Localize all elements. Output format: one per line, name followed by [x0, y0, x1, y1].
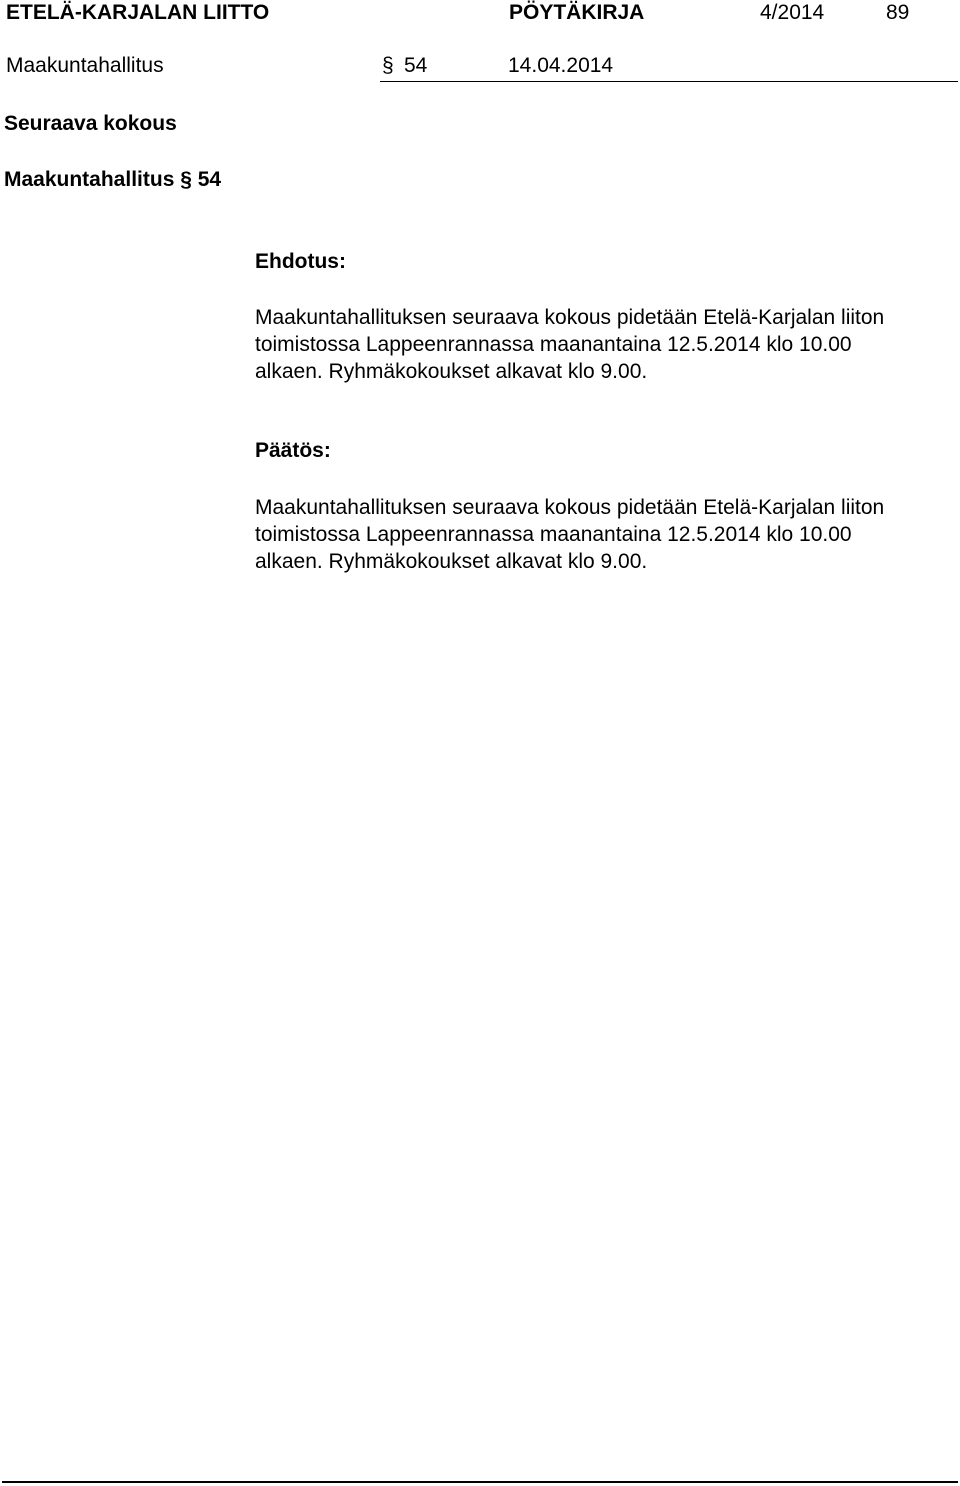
meeting-date: 14.04.2014: [508, 54, 614, 77]
organization-name: ETELÄ-KARJALAN LIITTO: [6, 1, 270, 24]
proposal-line: toimistossa Lappeenrannassa maanantaina 12.5.2014 klo 10.00: [255, 333, 852, 356]
decision-line: toimistossa Lappeenrannassa maanantaina 12.5.2014 klo 10.00: [255, 523, 852, 546]
header-divider: [380, 81, 958, 82]
issue-number: 4/2014: [760, 1, 825, 24]
document-type: PÖYTÄKIRJA: [509, 1, 645, 24]
footer-divider: [2, 1481, 958, 1483]
proposal-text: [255, 304, 955, 385]
decision-text: [255, 494, 955, 575]
decision-line: Maakuntahallituksen seuraava kokous pidetään Etelä-Karjalan liiton: [255, 496, 885, 519]
item-reference: Maakuntahallitus § 54: [4, 168, 222, 191]
proposal-line: alkaen. Ryhmäkokoukset alkavat klo 9.00.: [255, 360, 648, 383]
section-symbol: §: [382, 54, 394, 77]
decision-line: alkaen. Ryhmäkokoukset alkavat klo 9.00.: [255, 550, 648, 573]
item-title: Seuraava kokous: [4, 112, 177, 135]
governing-body: Maakuntahallitus: [6, 54, 164, 77]
page-number: 89: [886, 1, 910, 24]
proposal-label: Ehdotus:: [255, 250, 346, 273]
decision-label: Päätös:: [255, 439, 331, 462]
proposal-line: Maakuntahallituksen seuraava kokous pidetään Etelä-Karjalan liiton: [255, 306, 885, 329]
section-number: 54: [404, 54, 428, 77]
